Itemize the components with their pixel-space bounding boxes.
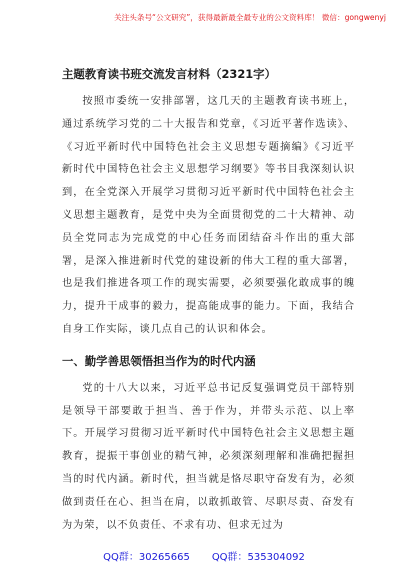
document-title: 主题教育读书班交流发言材料（2321字） (62, 67, 276, 81)
qq-group-2: QQ群：535304092 (211, 552, 305, 563)
header-promo-banner: 关注头条号“公文研究”，获得最新最全最专业的公文资料库！ 微信：gongwenyj (14, 10, 386, 26)
section-1-paragraph: 党的十八大以来，习近平总书记反复强调党员干部特别是领导干部要敢于担当、善于作为，并带头示范、以上率下。开展学习贯彻习近平新时代中国特色社会主义思想主题教育，提振干事创业的精气神，必须深刻理解和准确把握担当的时代内涵。新时代，担当就是恪尽职守奋发有为，必须做到责任在心、担当在肩，以敢抓敢管、尽职尽责、奋发有为为荣，以不负责任、不求有功、但求无过为 (62, 382, 355, 531)
intro-paragraph: 按照市委统一安排部署，这几天的主题教育读书班上，通过系统学习党的二十大报告和党章，《习近平著作选读》、《习近平新时代中国特色社会主义思想专题摘编》《习近平新时代中国特色社会主义思想学习纲要》等书目我深刻认识到，在全党深入开展学习贯彻习近平新时代中国特色社会主义思想主题教育，是党中央为全面贯彻党的二十大精神、动员全党同志为完成党的中心任务而团结奋斗作出的重大部署，是深入推进新时代党的建设新的伟大工程的重大部署，也是我们推进各项工作的现实需要，必须要强化敢成事的魄力，提升干成事的毅力，提高能成事的能力。下面，我结合自身工作实际，谈几点自己的认识和体会。 (62, 96, 355, 335)
qq-group-1: QQ群：30265665 (103, 552, 190, 563)
section-heading-1: 一、勤学善思领悟担当作为的时代内涵 (62, 353, 256, 368)
footer-contacts (0, 550, 408, 566)
document-body (62, 66, 355, 537)
